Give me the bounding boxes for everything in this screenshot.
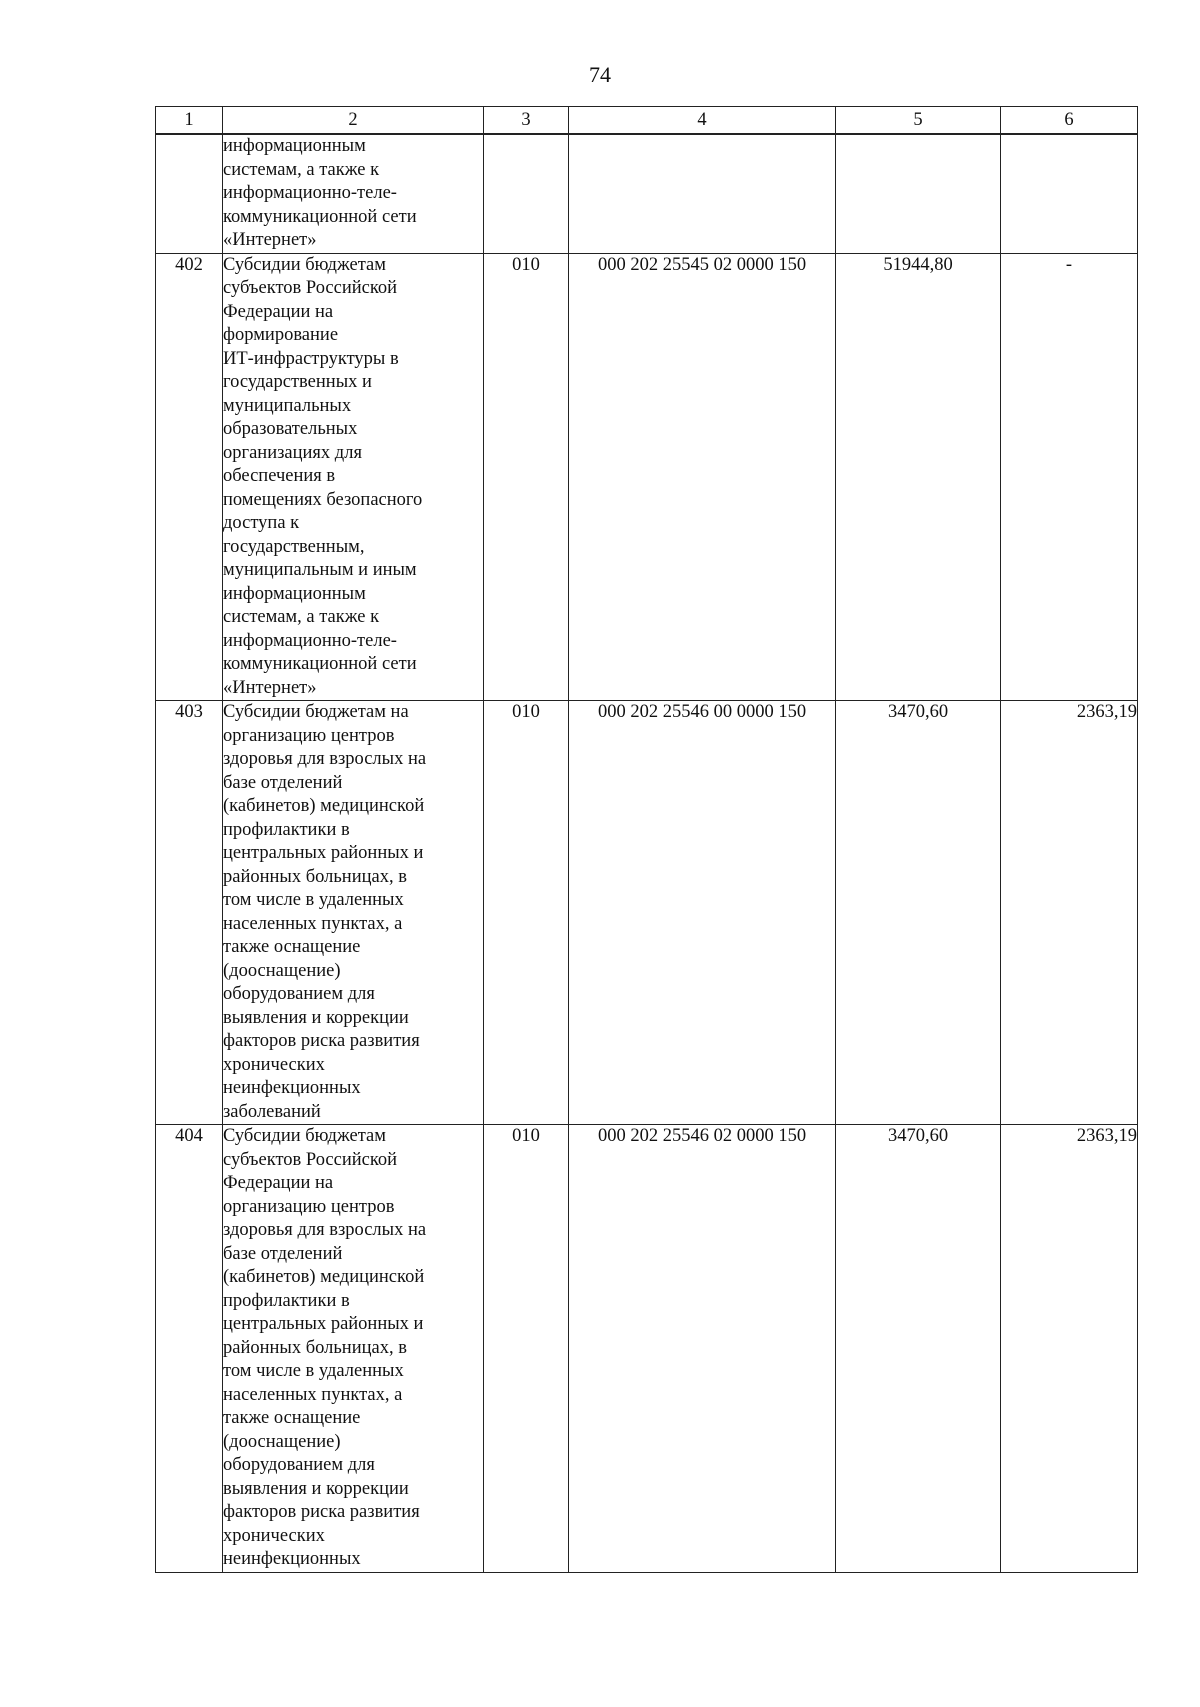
table-row [156,134,1138,253]
row-number: 403 [156,701,223,1125]
table-row [156,701,1138,1125]
row-number: 402 [156,253,223,701]
header-cell-5: 5 [836,107,1001,135]
row-value-6: 2363,19 [1001,701,1138,1125]
row-value-6: 2363,19 [1001,1125,1138,1573]
table-row [156,253,1138,701]
row-number: 404 [156,1125,223,1573]
row-code-3 [484,134,569,253]
row-code-3: 010 [484,1125,569,1573]
row-value-6 [1001,134,1138,253]
page-number: 74 [589,62,611,87]
row-value-6: - [1001,253,1138,701]
row-code-3: 010 [484,701,569,1125]
header-cell-1: 1 [156,107,223,135]
row-number [156,134,223,253]
header-cell-3: 3 [484,107,569,135]
row-value-5: 3470,60 [836,1125,1001,1573]
row-code-4: 000 202 25546 02 0000 150 [569,1125,836,1573]
header-cell-2: 2 [223,107,484,135]
table-header [156,107,1138,135]
budget-table [155,106,1138,1573]
header-cell-6: 6 [1001,107,1138,135]
row-code-4 [569,134,836,253]
row-value-5 [836,134,1001,253]
row-name: Субсидии бюджетам субъектов Российской Федерации на формирование ИТ-инфраструктуры в государственных и муниципальных образовательных организациях для обеспечения в помещениях безопасного доступа к государственным, муниципальным и иным информационным системам, а также к информационно-теле- коммуникационной сети «Интернет» [223,253,484,701]
table-body [156,134,1138,1572]
table-row [156,1125,1138,1573]
header-row [156,107,1138,135]
row-name: информационным системам, а также к информационно-теле- коммуникационной сети «Интернет» [223,134,484,253]
row-value-5: 51944,80 [836,253,1001,701]
header-cell-4: 4 [569,107,836,135]
row-value-5: 3470,60 [836,701,1001,1125]
row-code-4: 000 202 25545 02 0000 150 [569,253,836,701]
row-name: Субсидии бюджетам на организацию центров здоровья для взрослых на базе отделений (кабинетов) медицинской профилактики в центральных районных и районных больницах, в том числе в удаленных населенных пунктах, а также оснащение (дооснащение) оборудованием для выявления и коррекции факторов риска развития хронических неинфекционных заболеваний [223,701,484,1125]
row-name: Субсидии бюджетам субъектов Российской Федерации на организацию центров здоровья для взрослых на базе отделений (кабинетов) медицинской профилактики в центральных районных и районных больницах, в том числе в удаленных населенных пунктах, а также оснащение (дооснащение) оборудованием для выявления и коррекции факторов риска развития хронических неинфекционных [223,1125,484,1573]
row-code-4: 000 202 25546 00 0000 150 [569,701,836,1125]
row-code-3: 010 [484,253,569,701]
